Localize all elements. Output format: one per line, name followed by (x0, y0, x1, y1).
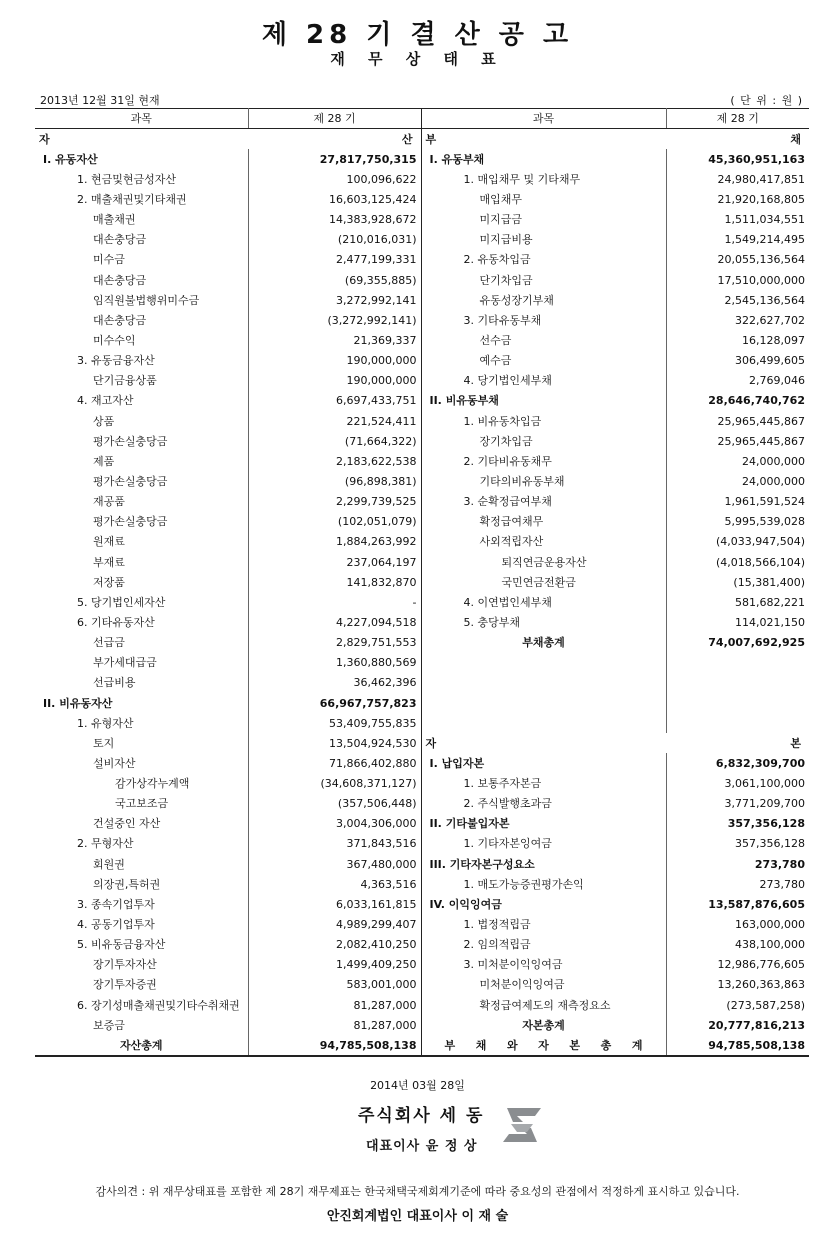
table-row (35, 351, 809, 371)
account-label: 3. 미처분이익잉여금 (421, 955, 666, 975)
page-title: 제 28 기 결 산 공 고 (261, 20, 574, 50)
account-label: I. 유동부채 (421, 149, 666, 169)
table-row (35, 814, 809, 834)
section-header (39, 134, 413, 145)
account-label: 미지급비용 (421, 230, 666, 250)
table-row (35, 894, 809, 914)
account-label: 1. 유형자산 (35, 713, 248, 733)
header-period-right: 제 28 기 (666, 109, 809, 129)
table-row (35, 1015, 809, 1035)
account-label: 제품 (35, 451, 248, 471)
account-label: 부가세대급금 (35, 653, 248, 673)
table-row (35, 310, 809, 330)
account-label: 선급비용 (35, 673, 248, 693)
account-label: I. 유동자산 (35, 149, 248, 169)
account-value: 16,128,097 (742, 333, 805, 347)
account-label: 선수금 (421, 330, 666, 350)
account-label: 부채총계 (421, 633, 666, 653)
account-label: 4. 이연법인세부채 (421, 592, 666, 612)
account-label: 퇴직연금운용자산 (421, 552, 666, 572)
account-value: 1,499,409,250 (248, 955, 421, 975)
table-row (35, 391, 809, 411)
account-value: (96,898,381) (248, 471, 421, 491)
account-label: 감가상각누계액 (35, 774, 248, 794)
account-value: 3,771,209,700 (724, 797, 805, 811)
account-label: 장기차입금 (421, 431, 666, 451)
account-value: 6,697,433,751 (248, 391, 421, 411)
account-value: 1,360,880,569 (248, 653, 421, 673)
table-row (35, 129, 809, 150)
account-value: 322,627,702 (735, 313, 805, 327)
account-label: 확정급여채무 (421, 512, 666, 532)
grand-total-label (425, 1040, 663, 1051)
account-value: 2,545,136,564 (724, 293, 805, 307)
account-value: 25,965,445,867 (717, 434, 805, 448)
account-label: 1. 법정적립금 (421, 914, 666, 934)
account-value: 1,961,591,524 (724, 495, 805, 509)
table-row (35, 250, 809, 270)
table-row (35, 492, 809, 512)
account-label: 미지급금 (421, 210, 666, 230)
account-label: 장기투자자산 (35, 955, 248, 975)
grand-total-char: 채 (475, 1038, 487, 1052)
account-label: 단기차입금 (421, 270, 666, 290)
table-row (35, 572, 809, 592)
account-label: 2. 기타비유동채무 (421, 451, 666, 471)
header-account-right: 과목 (421, 109, 666, 129)
account-value: 273,780 (754, 857, 805, 871)
balance-sheet-table (35, 108, 809, 1057)
section-char: 산 (401, 132, 413, 146)
account-value: 66,967,757,823 (248, 693, 421, 713)
account-label: 자산총계 (35, 1035, 248, 1056)
account-label: 5. 비유동금융자산 (35, 935, 248, 955)
table-row (35, 290, 809, 310)
account-value: 71,866,402,880 (248, 753, 421, 773)
account-value: 4,989,299,407 (248, 914, 421, 934)
table-row (35, 169, 809, 189)
account-label: 1. 현금및현금성자산 (35, 169, 248, 189)
table-row (35, 592, 809, 612)
account-value: 16,603,125,424 (248, 189, 421, 209)
account-value: 3,272,992,141 (248, 290, 421, 310)
account-label: 5. 충당부채 (421, 612, 666, 632)
account-value (666, 673, 809, 693)
announcement-date: 2014년 03월 28일 (370, 1079, 465, 1092)
account-label: 단기금융상품 (35, 371, 248, 391)
account-label (421, 713, 666, 733)
table-row (35, 733, 809, 753)
account-value: 12,986,776,605 (717, 958, 805, 972)
table-row (35, 874, 809, 894)
company-name: 주식회사 세 동 (358, 1106, 485, 1126)
account-label: 3. 유동금융자산 (35, 351, 248, 371)
section-char: 채 (790, 132, 801, 146)
table-row (35, 955, 809, 975)
account-label: 4. 재고자산 (35, 391, 248, 411)
account-value (666, 713, 809, 733)
account-value: 28,646,740,762 (708, 394, 805, 408)
account-value: 357,356,128 (727, 817, 805, 831)
section-header (426, 134, 802, 145)
account-value: 438,100,000 (735, 938, 805, 952)
table-row (35, 713, 809, 733)
account-value: 2,183,622,538 (248, 451, 421, 471)
account-value: 371,843,516 (248, 834, 421, 854)
account-label: 미처분이익잉여금 (421, 975, 666, 995)
account-label: 1. 매입채무 및 기타채무 (421, 169, 666, 189)
account-label: 상품 (35, 411, 248, 431)
table-row (35, 693, 809, 713)
account-value: 190,000,000 (248, 371, 421, 391)
grand-total-char: 계 (631, 1038, 643, 1052)
account-value: 2,829,751,553 (248, 633, 421, 653)
table-row (35, 612, 809, 632)
table-row (35, 854, 809, 874)
table-row (35, 633, 809, 653)
account-value: (4,018,566,104) (715, 555, 805, 569)
table-row (35, 653, 809, 673)
account-value: 357,356,128 (735, 837, 805, 851)
account-label: 국고보조금 (35, 794, 248, 814)
account-value: (4,033,947,504) (715, 535, 805, 549)
table-header-row (35, 109, 809, 129)
unit-label: ( 단 위 : 원 ) (730, 94, 803, 107)
account-value: 94,785,508,138 (666, 1035, 809, 1056)
account-value: 74,007,692,925 (708, 636, 805, 650)
account-value: 13,504,924,530 (248, 733, 421, 753)
account-value: 13,260,363,863 (717, 978, 805, 992)
account-value: 221,524,411 (248, 411, 421, 431)
audit-opinion: 감사의견 : 위 재무상태표를 포함한 제 28기 재무제표는 한국채택국제회계기준에 따라 중요성의 관점에서 적정하게 표시하고 있습니다. (95, 1185, 740, 1198)
account-value: 20,055,136,564 (717, 253, 805, 267)
account-label: III. 기타자본구성요소 (421, 854, 666, 874)
account-label: 2. 주식발행초과금 (421, 794, 666, 814)
table-row (35, 794, 809, 814)
account-value: (34,608,371,127) (248, 774, 421, 794)
account-label: 임직원불법행위미수금 (35, 290, 248, 310)
account-label: 원재료 (35, 532, 248, 552)
account-value: 3,061,100,000 (724, 777, 805, 791)
table-row (35, 471, 809, 491)
account-value: 1,511,034,551 (724, 213, 805, 227)
account-value: 237,064,197 (248, 552, 421, 572)
section-char: 부 (425, 132, 437, 146)
table-row (35, 673, 809, 693)
account-label (421, 673, 666, 693)
account-value: 81,287,000 (248, 1015, 421, 1035)
account-label: 국민연금전환금 (421, 572, 666, 592)
grand-total-char: 부 (444, 1038, 456, 1052)
account-value: 306,499,605 (735, 354, 805, 368)
account-label (421, 653, 666, 673)
account-label: 대손충당금 (35, 270, 248, 290)
account-label: 기타의비유동부채 (421, 471, 666, 491)
account-label: 장기투자증권 (35, 975, 248, 995)
account-value: 100,096,622 (248, 169, 421, 189)
table-row (35, 935, 809, 955)
account-label: 재공품 (35, 492, 248, 512)
table-row (35, 753, 809, 773)
account-label: II. 비유동자산 (35, 693, 248, 713)
account-label: 설비자산 (35, 753, 248, 773)
account-label: 유동성장기부채 (421, 290, 666, 310)
account-label: 사외적립자산 (421, 532, 666, 552)
account-label: 2. 임의적립금 (421, 935, 666, 955)
account-label: 대손충당금 (35, 310, 248, 330)
header-period-left: 제 28 기 (248, 109, 421, 129)
account-label: 1. 매도가능증권평가손익 (421, 874, 666, 894)
grand-total-char: 본 (569, 1038, 581, 1052)
table-row (35, 411, 809, 431)
account-label: 저장품 (35, 572, 248, 592)
account-label: 예수금 (421, 351, 666, 371)
account-label: 2. 유동차입금 (421, 250, 666, 270)
account-label: 보증금 (35, 1015, 248, 1035)
table-row (35, 1035, 809, 1056)
account-value: (69,355,885) (248, 270, 421, 290)
account-label: I. 납입자본 (421, 753, 666, 773)
account-value: 583,001,000 (248, 975, 421, 995)
account-value (666, 693, 809, 713)
section-char: 본 (790, 736, 801, 750)
account-label: 3. 순확정급여부채 (421, 492, 666, 512)
account-value: 53,409,755,835 (248, 713, 421, 733)
account-value: 3,004,306,000 (248, 814, 421, 834)
account-value: 13,587,876,605 (708, 897, 805, 911)
account-value (666, 653, 809, 673)
grand-total-char: 자 (538, 1038, 549, 1052)
account-value: 5,995,539,028 (724, 515, 805, 529)
account-label: 2. 매출채권및기타채권 (35, 189, 248, 209)
account-label: 1. 기타자본잉여금 (421, 834, 666, 854)
account-label: 건설중인 자산 (35, 814, 248, 834)
account-label: 2. 무형자산 (35, 834, 248, 854)
section-char: 자 (425, 736, 437, 750)
account-value: (357,506,448) (248, 794, 421, 814)
table-row (35, 512, 809, 532)
account-label: 미수금 (35, 250, 248, 270)
table-row (35, 834, 809, 854)
table-row (35, 532, 809, 552)
account-label: 1. 보통주자본금 (421, 774, 666, 794)
account-label: 1. 비유동차입금 (421, 411, 666, 431)
table-row (35, 371, 809, 391)
account-value: 27,817,750,315 (248, 149, 421, 169)
account-label: II. 기타불입자본 (421, 814, 666, 834)
account-label: 4. 당기법인세부채 (421, 371, 666, 391)
account-value: 114,021,150 (735, 615, 805, 629)
auditor-name: 안진회계법인 대표이사 이 재 술 (326, 1209, 509, 1224)
account-value: 25,965,445,867 (717, 414, 805, 428)
account-label: 회원권 (35, 854, 248, 874)
account-label: 자본총계 (421, 1015, 666, 1035)
account-value: 6,033,161,815 (248, 894, 421, 914)
account-value: 17,510,000,000 (717, 273, 805, 287)
account-label: 4. 공동기업투자 (35, 914, 248, 934)
table-row (35, 189, 809, 209)
account-label: 3. 기타유동부채 (421, 310, 666, 330)
grand-total-char: 총 (600, 1038, 612, 1052)
account-label: 부재료 (35, 552, 248, 572)
table-row (35, 270, 809, 290)
account-value: 163,000,000 (735, 918, 805, 932)
account-value: 24,980,417,851 (717, 172, 805, 186)
account-value: 141,832,870 (248, 572, 421, 592)
account-label: 의장권,특허권 (35, 874, 248, 894)
table-row (35, 431, 809, 451)
table-row (35, 149, 809, 169)
table-row (35, 914, 809, 934)
account-value: 81,287,000 (248, 995, 421, 1015)
account-value: 24,000,000 (742, 474, 805, 488)
account-label: 매출채권 (35, 210, 248, 230)
account-label: II. 비유동부채 (421, 391, 666, 411)
header-account-left: 과목 (35, 109, 248, 129)
as-of-date: 2013년 12월 31일 현재 (40, 94, 160, 107)
account-value: 4,363,516 (248, 874, 421, 894)
account-label (421, 1035, 666, 1056)
account-label: 확정급여제도의 재측정요소 (421, 995, 666, 1015)
account-label: 평가손실충당금 (35, 512, 248, 532)
table-row (35, 552, 809, 572)
ceo-name: 대표이사 윤 정 상 (366, 1139, 478, 1154)
account-value: (3,272,992,141) (248, 310, 421, 330)
account-value: 4,227,094,518 (248, 612, 421, 632)
account-value: (273,587,258) (726, 998, 805, 1012)
grand-total-char: 와 (506, 1038, 518, 1052)
account-value: (102,051,079) (248, 512, 421, 532)
table-row (35, 975, 809, 995)
account-label: 선급금 (35, 633, 248, 653)
account-label: 6. 기타유동자산 (35, 612, 248, 632)
account-label: 평가손실충당금 (35, 471, 248, 491)
account-label: 5. 당기법인세자산 (35, 592, 248, 612)
account-label: 매입채무 (421, 189, 666, 209)
table-row (35, 995, 809, 1015)
account-value: 581,682,221 (735, 595, 805, 609)
account-value: 94,785,508,138 (248, 1035, 421, 1056)
account-value: 2,082,410,250 (248, 935, 421, 955)
account-value: 1,884,263,992 (248, 532, 421, 552)
account-value: 21,920,168,805 (717, 192, 805, 206)
account-label: 토지 (35, 733, 248, 753)
account-value: 24,000,000 (742, 454, 805, 468)
account-label: 미수수익 (35, 330, 248, 350)
account-value: 1,549,214,495 (724, 233, 805, 247)
account-label (421, 693, 666, 713)
section-header (426, 738, 802, 749)
table-row (35, 451, 809, 471)
account-value: 45,360,951,163 (708, 152, 805, 166)
account-value: 36,462,396 (248, 673, 421, 693)
account-value: 6,832,309,700 (715, 756, 805, 770)
account-value: 14,383,928,672 (248, 210, 421, 230)
table-row (35, 230, 809, 250)
table-row (35, 774, 809, 794)
account-value: (210,016,031) (248, 230, 421, 250)
account-value: 367,480,000 (248, 854, 421, 874)
account-label: 평가손실충당금 (35, 431, 248, 451)
account-label: IV. 이익잉여금 (421, 894, 666, 914)
account-label: 6. 장기성매출채권및기타수취채권 (35, 995, 248, 1015)
account-value: 20,777,816,213 (708, 1018, 805, 1032)
account-value: 2,769,046 (749, 374, 805, 388)
account-value: 2,477,199,331 (248, 250, 421, 270)
section-char: 자 (39, 132, 50, 146)
account-value: (71,664,322) (248, 431, 421, 451)
account-value: 273,780 (759, 877, 805, 891)
table-row (35, 210, 809, 230)
account-value: 2,299,739,525 (248, 492, 421, 512)
account-value: 21,369,337 (248, 330, 421, 350)
table-row (35, 330, 809, 350)
account-value: 190,000,000 (248, 351, 421, 371)
company-logo-icon (497, 1102, 547, 1148)
account-value: - (248, 592, 421, 612)
statement-subtitle: 재 무 상 태 표 (330, 50, 505, 68)
account-value: (15,381,400) (733, 575, 805, 589)
account-label: 대손충당금 (35, 230, 248, 250)
account-label: 3. 종속기업투자 (35, 894, 248, 914)
